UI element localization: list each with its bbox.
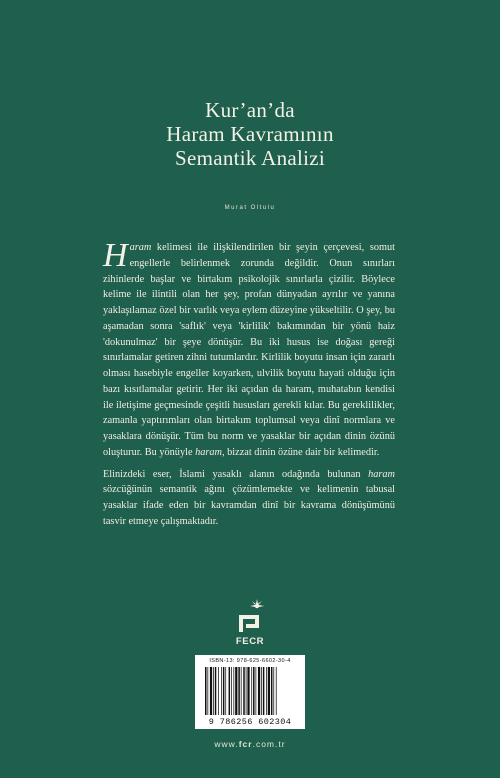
barcode-bar: [268, 667, 270, 715]
barcode-bar: [243, 667, 245, 715]
website-suffix: .com.tr: [252, 739, 286, 749]
title-line-3: Semantik Analizi: [174, 146, 326, 170]
barcode-bar: [205, 667, 207, 715]
barcode-bar: [221, 667, 222, 715]
blurb-p1-end: bizzat dinin özüne dair bir kelimedir.: [224, 446, 380, 458]
blurb-p2-start: Elinizdeki eser, İslami yasaklı alanın odağında bulunan: [103, 468, 369, 480]
blurb-paragraph-1: [103, 237, 395, 461]
website-brand: fcr: [238, 739, 253, 749]
blurb-p2-haram: haram: [368, 468, 395, 480]
author-name: Murat Oltulu: [224, 205, 276, 211]
fecr-logo-icon: [224, 597, 276, 647]
barcode-bar: [233, 667, 234, 715]
barcode-bar: [256, 667, 257, 715]
title-line-2: Haram Kavramının: [166, 122, 334, 146]
barcode-bar: [225, 667, 226, 715]
barcode-bar: [251, 667, 252, 715]
blurb-lead-word: aram: [129, 242, 152, 253]
barcode-bar: [213, 667, 214, 715]
barcode-bar: [235, 667, 237, 715]
barcode-bar: [253, 667, 255, 715]
isbn-number: ISBN-13: 978-625-6602-30-4: [209, 658, 291, 664]
barcode-bar: [207, 667, 208, 715]
barcode-bar: [238, 667, 240, 715]
barcode-bar: [261, 667, 262, 715]
barcode-graphic: [204, 667, 296, 717]
barcode-bar: [276, 667, 277, 715]
isbn-barcode-box: [195, 655, 305, 729]
fecr-logo: [224, 597, 276, 647]
barcode-bar: [218, 667, 219, 715]
blurb-p1-haram: haram,: [195, 446, 225, 458]
barcode-bar: [263, 667, 265, 715]
book-title: [0, 98, 500, 170]
barcode-bar: [246, 667, 247, 715]
barcode-bar: [229, 667, 231, 715]
publisher-website[interactable]: [0, 739, 500, 749]
drop-cap: H: [103, 237, 128, 274]
barcode-bar: [223, 667, 225, 715]
title-line-1: Kur’an’da: [205, 98, 295, 122]
barcode-bar: [266, 667, 267, 715]
barcode-bar: [231, 667, 232, 715]
barcode-bar: [271, 667, 273, 715]
barcode-bar: [210, 667, 212, 715]
blurb-text: [103, 237, 395, 530]
barcode-bar: [215, 667, 217, 715]
barcode-bar: [241, 667, 242, 715]
barcode-bar: [258, 667, 260, 715]
blurb-p2-text: sözcüğünün semantik ağını çözümlemekte ve kelimenin tabusal yasaklar ifade eden bir kavramdan dinî bir kavrama dönüşümünü tasvir etmeye çalışmaktadır.: [103, 484, 395, 527]
barcode-bar: [247, 667, 249, 715]
logo-wordmark: FECR: [235, 636, 265, 647]
barcode-bar: [273, 667, 274, 715]
blurb-paragraph-2: [103, 467, 395, 530]
barcode-digits: 9 786256 602304: [208, 717, 292, 727]
blurb-p1-text: kelimesi ile ilişkilendirilen bir şeyin çerçevesi, somut engellerle belirlenmek zorunda değildir. Onun sınırları zihinlerde başlar ve birtakım psikolojik sınırlarla çizilir. Böylece kelime ile ilintili olan her şey, profan dünyadan ayrılır ve yanına yaklaşılamaz özel bir varlık veya eylem düzeyine yükseltilir. O şey, bu aşamadan sonra 'saflık' veya 'kirlilik' bakımından bir yönü haiz 'dokunulmaz' bir şeye dönüşür. Bu iki husus ise doğası gereği sınırlamalar getiren zihni tutumlardır. Kirlilik boyutu insan için zararlı olması hasebiyle engeller koyarken, ulvilik boyutu hayati olduğu için bazı kısıtlamalar getirir. Her iki açıdan da haram, muhatabın kendisi ile iletişime geçmesinde çeşitli hususları gerekli kılar. Bu gereklilikler, zamanla yaptırımları olan birtakım toplumsal veya dinî normlara ve yasaklara dönüşür. Tüm bu norm ve yasaklar bir açıdan dinin özünü oluşturur. Bu yönüyle: [103, 242, 395, 458]
website-prefix: www.: [214, 739, 239, 749]
